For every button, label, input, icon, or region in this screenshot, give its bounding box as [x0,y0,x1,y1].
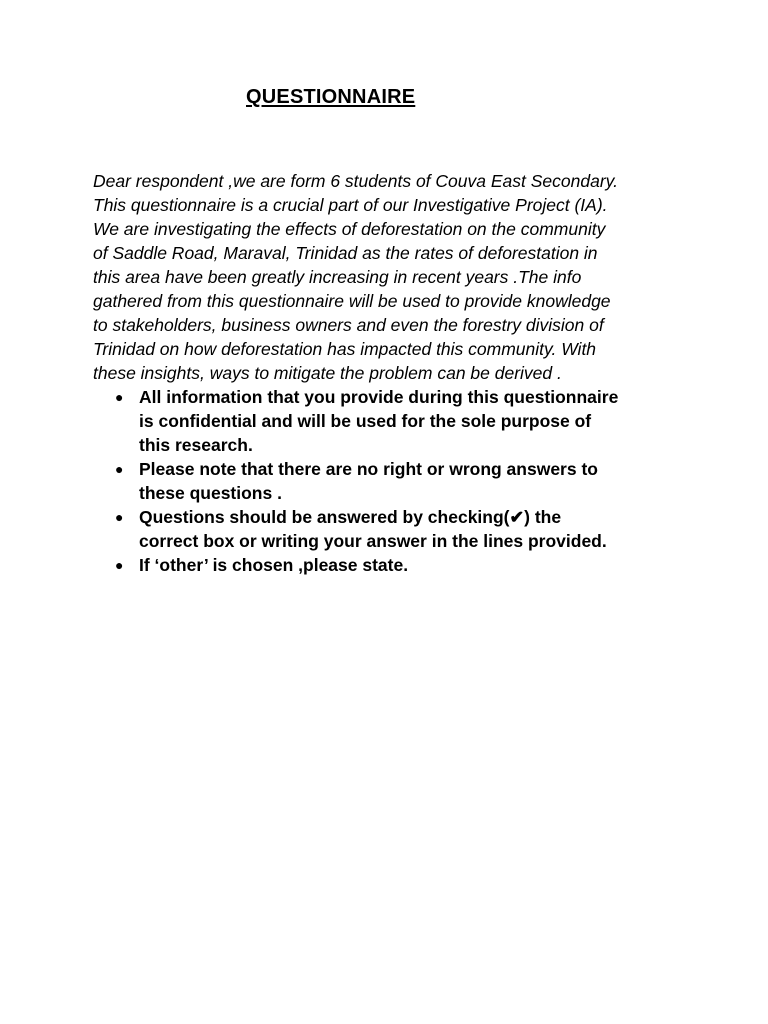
instruction-line: is confidential and will be used for the sole purpose of [139,411,592,431]
instruction-line: Please note that there are no right or wrong answers to [139,459,598,479]
intro-line: Dear respondent ,we are form 6 students of Couva East Secondary. [93,171,618,191]
intro-line: to stakeholders, business owners and even the forestry division of [93,315,604,335]
intro-line: We are investigating the effects of deforestation on the community [93,219,606,239]
bullet-icon: ● [115,509,124,525]
bullet-icon: ● [115,461,124,477]
intro-paragraph [93,169,683,385]
intro-line: gathered from this questionnaire will be used to provide knowledge [93,291,611,311]
instruction-line: Questions should be answered by checking(✔) the [139,507,562,527]
instruction-line: correct box or writing your answer in the lines provided. [139,531,607,551]
instruction-item-no-wrong-answers [93,457,683,505]
instruction-item-how-to-answer [93,505,683,553]
bullet-icon: ● [115,557,124,573]
instruction-line: All information that you provide during this questionnaire [139,387,619,407]
bullet-icon: ● [115,389,124,405]
instructions-list [93,385,683,577]
intro-line: these insights, ways to mitigate the problem can be derived . [93,363,562,383]
instruction-item-other-option [93,553,683,577]
instruction-line: If ‘other’ is chosen ,please state. [139,555,409,575]
intro-line: this area have been greatly increasing in recent years .The info [93,267,582,287]
instruction-line: this research. [139,435,253,455]
instruction-item-confidential [93,385,683,457]
page-title: QUESTIONNAIRE [246,86,416,108]
intro-line: of Saddle Road, Maraval, Trinidad as the rates of deforestation in [93,243,598,263]
instruction-line: these questions . [139,483,282,503]
intro-line: This questionnaire is a crucial part of our Investigative Project (IA). [93,195,608,215]
intro-line: Trinidad on how deforestation has impacted this community. With [93,339,597,359]
